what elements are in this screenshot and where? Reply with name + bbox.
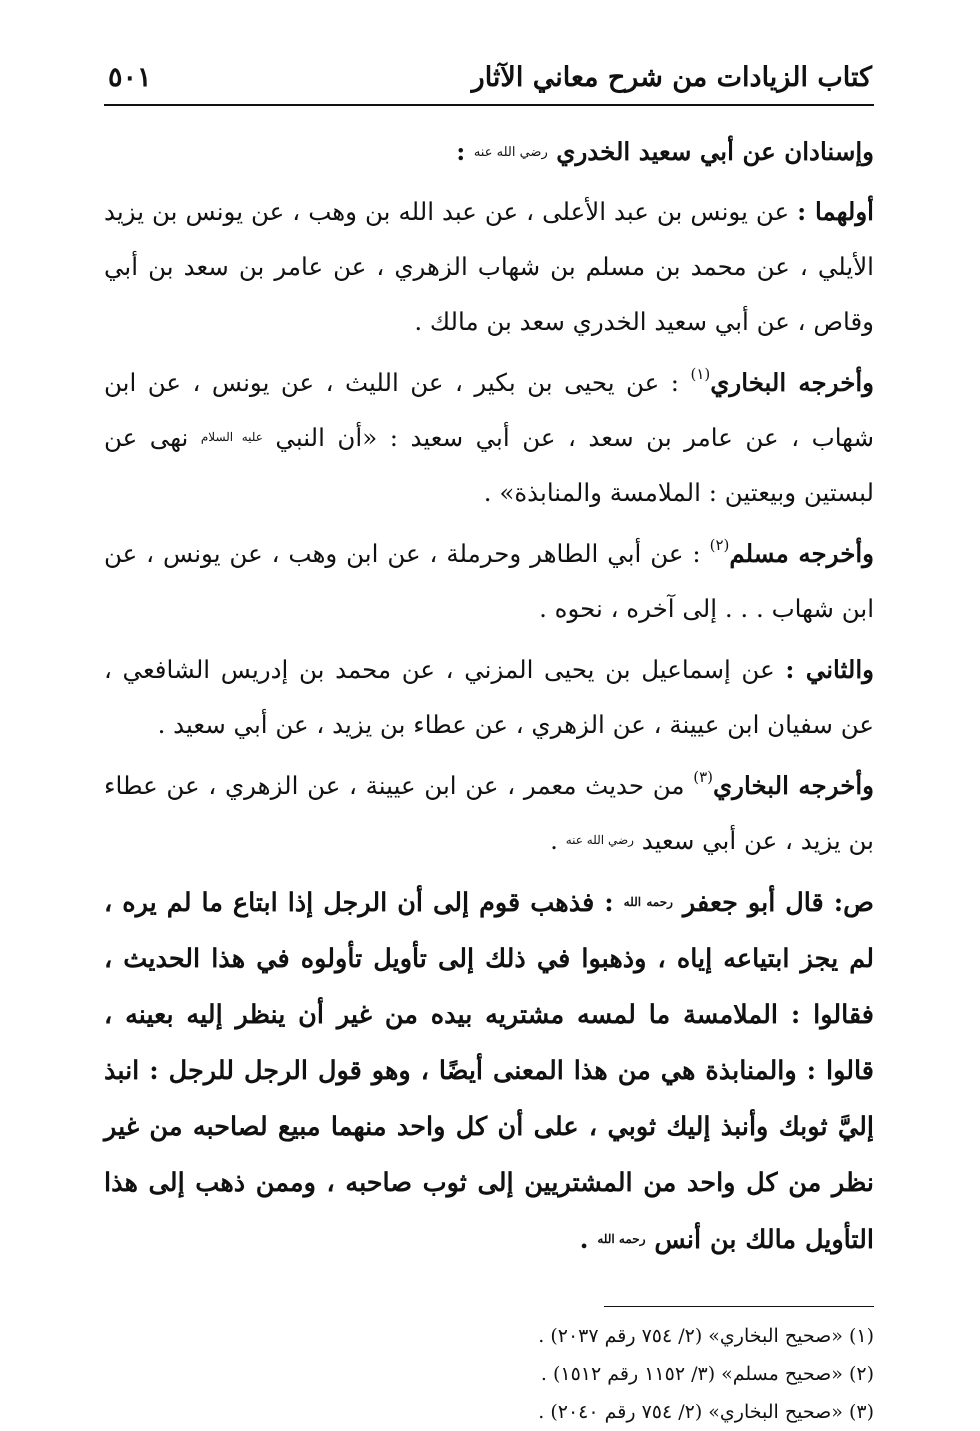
honorific-glyph: رضي الله عنه [473,145,548,160]
paragraph-text: من حديث معمر ، عن ابن عيينة ، عن الزهري ، عن عطاء بن يزيد ، عن أبي سعيد [104,771,874,855]
footnote-ref-2: (٢) [709,536,730,554]
paragraph-text: عن إسماعيل بن يحيى المزني ، عن محمد بن إدريس الشافعي ، عن سفيان ابن عيينة ، عن الزهري ، عن عطاء بن يزيد ، عن أبي سعيد . [104,655,874,739]
honorific-glyph: عليه السلام [200,430,263,444]
heading-colon: : [456,137,474,166]
paragraph-bukhari-2 [104,758,874,868]
commentary-text: : فذهب قوم إلى أن الرجل إذا ابتاع ما لم يره ، لم يجز ابتياعه إياه ، وذهبوا في ذلك إلى تأويل تأولوه في هذا الحديث ، فقالوا : الملامسة ما لمسه مشتريه بيده من غير أن ينظر إليه بعينه ، قالوا : والمنابذة هي من هذا المعنى أيضًا ، وهو قول الرجل للرجل : انبذ إليَّ ثوبك وأنبذ إليك ثوبي ، على أن كل واحد منهما مبيع لصاحبه من غير نظر من كل واحد من المشتريين إلى ثوب صاحبه ، وممن ذهب إلى هذا التأويل مالك بن أنس [104,888,874,1255]
paragraph-muslim [104,526,874,636]
paragraph-lead: وأخرجه البخاري [713,771,874,800]
paragraph-text-end: نهى عن لبستين وبيعتين : الملامسة والمنابذة» . [104,423,874,507]
paragraph-bukhari-1 [104,355,874,520]
honorific-glyph: رحمه الله [597,1232,646,1246]
commentary-end: . [579,1225,598,1255]
paragraph-end: . [550,826,566,855]
main-text [104,124,874,1268]
footnote-2: (٢) «صحيح مسلم» (٣/ ١١٥٢ رقم ١٥١٢) . [540,1363,874,1385]
paragraph-lead: والثاني : [785,655,874,684]
paragraph-text: عن يونس بن عبد الأعلى ، عن عبد الله بن وهب ، عن يونس بن يزيد الأيلي ، عن محمد بن مسلم بن شهاب الزهري ، عن عامر بن سعد بن أبي وقاص ، عن أبي سعيد الخدري سعد بن مالك . [104,197,874,336]
paragraph-first-chain [104,184,874,349]
paragraph-commentary [104,874,874,1268]
paragraph-lead: وأخرجه مسلم [729,539,874,568]
footnote-ref-3: (٣) [693,768,713,786]
paragraph-text: : عن يحيى بن بكير ، عن الليث ، عن يونس ، عن ابن شهاب ، عن عامر بن سعد ، عن أبي سعيد : «أن النبي [104,368,874,452]
paragraph-text: : عن أبي الطاهر وحرملة ، عن ابن وهب ، عن يونس ، عن ابن شهاب . . . إلى آخره ، نحوه . [104,539,874,623]
heading-text: وإسنادان عن أبي سعيد الخدري [556,137,874,166]
paragraph-lead: وأخرجه البخاري [710,368,874,397]
honorific-glyph: رحمه الله [623,895,673,909]
page-number: ٥٠١ [108,62,152,93]
commentary-start: ص: قال أبو جعفر [682,888,874,918]
footnote-1: (١) «صحيح البخاري» (٢/ ٧٥٤ رقم ٢٠٣٧) . [538,1325,874,1347]
paragraph-lead: أولهما : [797,197,874,226]
footnote-ref-1: (١) [690,365,711,383]
paragraph-second-chain [104,642,874,752]
footnote-3: (٣) «صحيح البخاري» (٢/ ٧٥٤ رقم ٢٠٤٠) . [538,1401,874,1423]
running-header [104,58,874,106]
footnotes [104,1317,874,1431]
section-heading [104,124,874,180]
book-title: كتاب الزيادات من شرح معاني الآثار [471,62,872,93]
footnote-divider [604,1306,874,1307]
honorific-glyph: رضي الله عنه [565,833,634,847]
